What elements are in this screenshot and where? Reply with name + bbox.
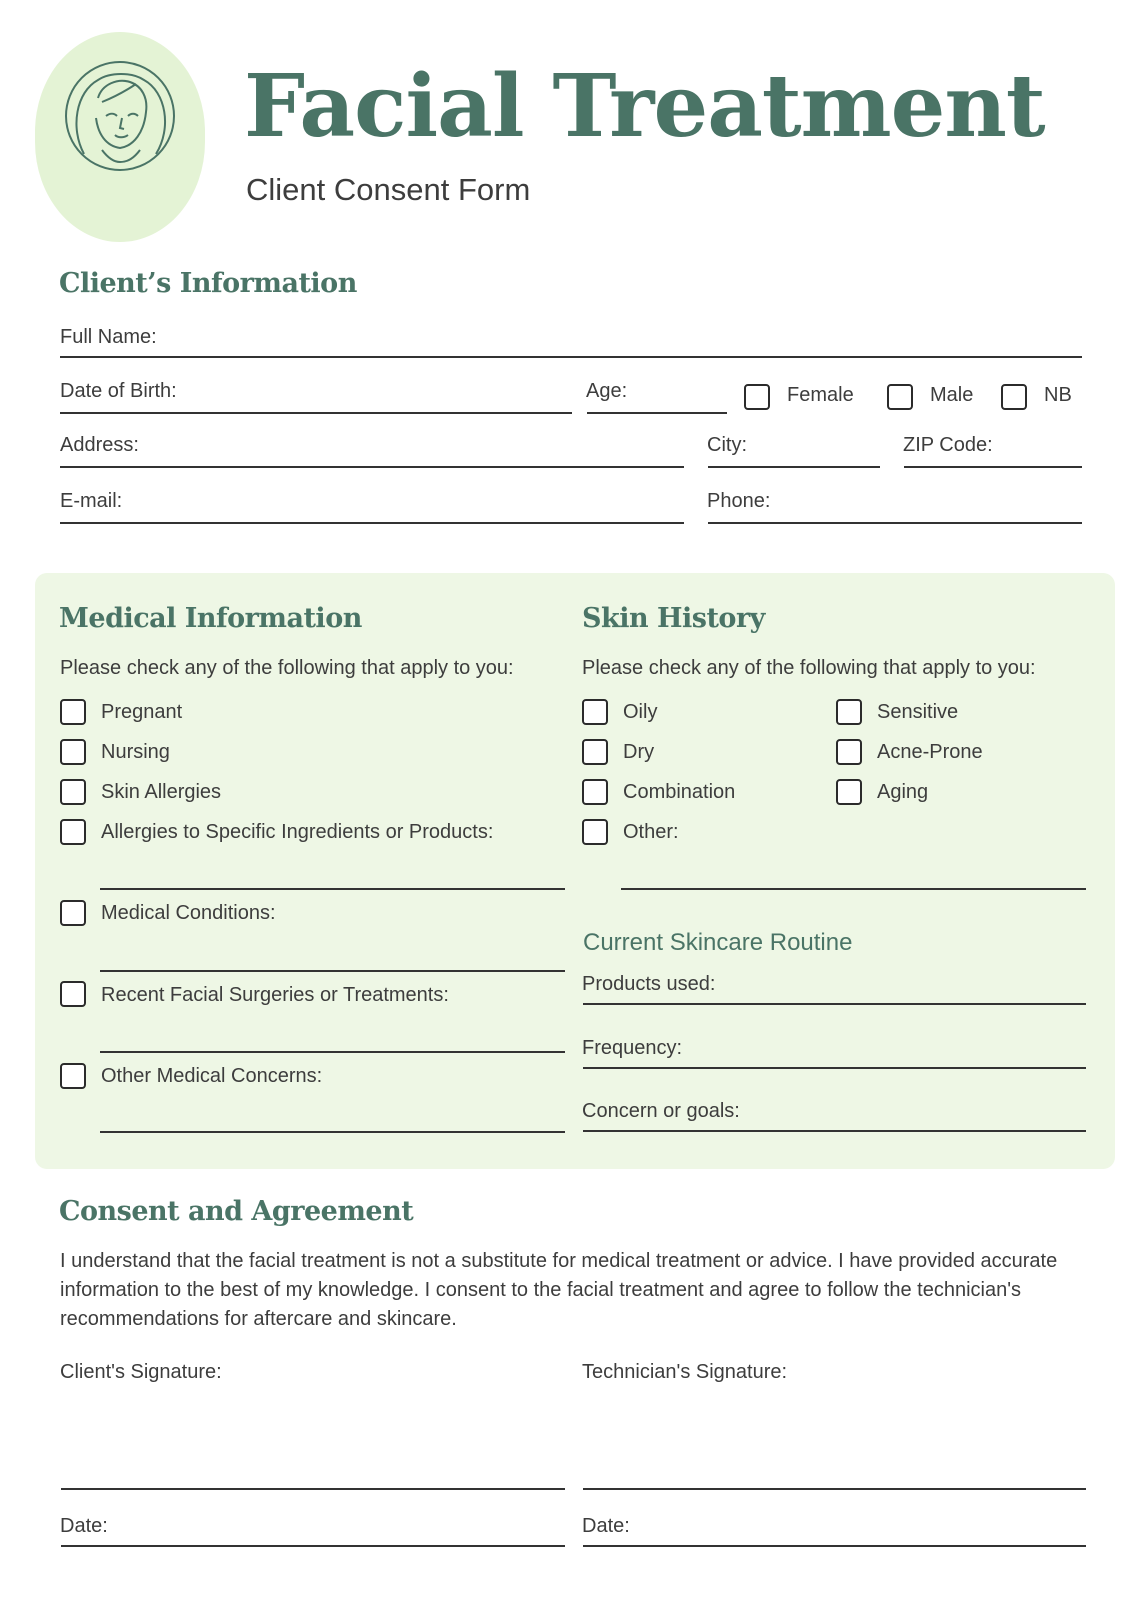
full-name-field[interactable] <box>60 356 1082 358</box>
email-field[interactable] <box>60 522 684 524</box>
dob-label: Date of Birth: <box>60 380 177 402</box>
phone-field[interactable] <box>708 522 1082 524</box>
medical-conditions-label: Medical Conditions: <box>101 902 276 924</box>
routine-heading: Current Skincare Routine <box>583 929 853 956</box>
sensitive-label: Sensitive <box>877 701 959 723</box>
frequency-label: Frequency: <box>582 1037 683 1059</box>
concern-field[interactable] <box>583 1130 1086 1132</box>
aging-label: Aging <box>877 781 929 803</box>
technician-date-field[interactable] <box>583 1545 1086 1547</box>
nb-checkbox[interactable] <box>1001 384 1027 410</box>
aging-checkbox[interactable] <box>836 779 862 805</box>
facial-surgeries-checkbox[interactable] <box>60 981 86 1007</box>
dry-label: Dry <box>623 741 655 763</box>
consent-heading: Consent and Agreement <box>59 1196 414 1227</box>
address-field[interactable] <box>60 466 684 468</box>
female-checkbox[interactable] <box>744 384 770 410</box>
combination-label: Combination <box>623 781 736 803</box>
skin-instruction: Please check any of the following that apply to you: <box>582 657 1036 679</box>
city-label: City: <box>707 434 747 456</box>
sensitive-checkbox[interactable] <box>836 699 862 725</box>
technician-signature-field[interactable] <box>583 1488 1086 1490</box>
full-name-label: Full Name: <box>60 326 157 348</box>
woman-face-icon <box>62 58 178 174</box>
ingredient-allergies-field[interactable] <box>100 888 565 890</box>
dob-field[interactable] <box>60 412 572 414</box>
other-medical-label: Other Medical Concerns: <box>101 1065 323 1087</box>
dry-checkbox[interactable] <box>582 739 608 765</box>
client-date-field[interactable] <box>61 1545 565 1547</box>
skin-history-heading: Skin History <box>582 603 765 634</box>
oily-label: Oily <box>623 701 658 723</box>
medical-instruction: Please check any of the following that apply to you: <box>60 657 514 679</box>
concern-label: Concern or goals: <box>582 1100 740 1122</box>
other-skin-label: Other: <box>623 821 679 843</box>
address-label: Address: <box>60 434 139 456</box>
client-date-label: Date: <box>60 1515 108 1537</box>
other-skin-field[interactable] <box>621 888 1086 890</box>
phone-label: Phone: <box>707 490 771 512</box>
products-field[interactable] <box>583 1003 1086 1005</box>
male-checkbox[interactable] <box>887 384 913 410</box>
oily-checkbox[interactable] <box>582 699 608 725</box>
consent-paragraph: I understand that the facial treatment is not a substitute for medical treatment or advice. I have provided accurate information to the best of my knowledge. I consent to the facial treatment and agree to follow the technician's recommendations for aftercare and skincare. <box>60 1250 1058 1330</box>
client-signature-field[interactable] <box>61 1488 565 1490</box>
medical-conditions-field[interactable] <box>100 970 565 972</box>
skin-allergies-label: Skin Allergies <box>101 781 222 803</box>
technician-date-label: Date: <box>582 1515 630 1537</box>
ingredient-allergies-checkbox[interactable] <box>60 819 86 845</box>
city-field[interactable] <box>708 466 880 468</box>
client-signature-label: Client's Signature: <box>60 1361 222 1383</box>
acne-prone-label: Acne-Prone <box>877 741 983 763</box>
zip-label: ZIP Code: <box>903 434 993 456</box>
ingredient-allergies-label: Allergies to Specific Ingredients or Products: <box>101 821 494 843</box>
female-label: Female <box>787 384 854 406</box>
male-label: Male <box>930 384 974 406</box>
nursing-checkbox[interactable] <box>60 739 86 765</box>
nursing-label: Nursing <box>101 741 170 763</box>
client-info-heading: Client’s Information <box>59 268 357 299</box>
other-medical-field[interactable] <box>100 1131 565 1133</box>
pregnant-checkbox[interactable] <box>60 699 86 725</box>
facial-surgeries-field[interactable] <box>100 1051 565 1053</box>
page-title: Facial Treatment <box>244 56 1045 157</box>
nb-label: NB <box>1044 384 1072 406</box>
medical-info-heading: Medical Information <box>59 603 362 634</box>
pregnant-label: Pregnant <box>101 701 183 723</box>
technician-signature-label: Technician's Signature: <box>582 1361 788 1383</box>
other-skin-checkbox[interactable] <box>582 819 608 845</box>
facial-surgeries-label: Recent Facial Surgeries or Treatments: <box>101 984 449 1006</box>
page-subtitle: Client Consent Form <box>246 172 531 207</box>
products-label: Products used: <box>582 973 716 995</box>
age-label: Age: <box>586 380 628 402</box>
skin-allergies-checkbox[interactable] <box>60 779 86 805</box>
age-field[interactable] <box>587 412 727 414</box>
zip-field[interactable] <box>904 466 1082 468</box>
medical-conditions-checkbox[interactable] <box>60 900 86 926</box>
acne-prone-checkbox[interactable] <box>836 739 862 765</box>
other-medical-checkbox[interactable] <box>60 1063 86 1089</box>
frequency-field[interactable] <box>583 1067 1086 1069</box>
combination-checkbox[interactable] <box>582 779 608 805</box>
email-label: E-mail: <box>60 490 123 512</box>
